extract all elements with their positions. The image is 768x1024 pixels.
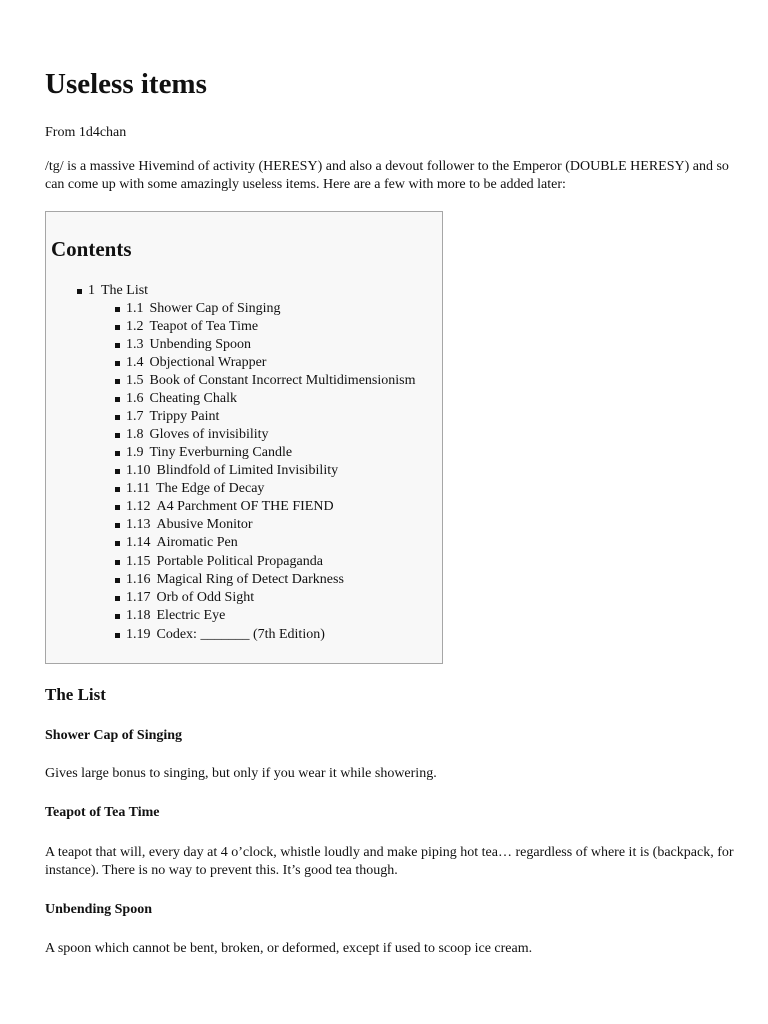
toc-item-1-1[interactable] — [126, 300, 281, 318]
toc-label: Teapot of Tea Time — [149, 319, 259, 334]
toc-label: The List — [101, 283, 149, 298]
toc-number: 1.1 — [126, 301, 144, 316]
toc-label: Airomatic Pen — [156, 535, 238, 550]
toc-number: 1.7 — [126, 409, 144, 424]
toc-item-1-14[interactable] — [126, 534, 238, 552]
toc-number: 1.5 — [126, 373, 144, 388]
toc-label: Electric Eye — [156, 608, 226, 623]
toc-label: Portable Political Propaganda — [156, 554, 323, 569]
entry-text-unbending-spoon: A spoon which cannot be bent, broken, or deformed, except if used to scoop ice cream. — [45, 941, 533, 956]
entry-heading-teapot: Teapot of Tea Time — [45, 805, 160, 820]
toc-item-1-2[interactable] — [126, 318, 258, 336]
toc-label: The Edge of Decay — [155, 481, 265, 496]
toc-label: Shower Cap of Singing — [149, 301, 281, 316]
toc-label: Gloves of invisibility — [149, 427, 269, 442]
toc-item-1-11[interactable] — [126, 480, 264, 498]
source-line: From 1d4chan — [45, 125, 127, 140]
toc-label: Magical Ring of Detect Darkness — [156, 572, 344, 587]
toc-label: A4 Parchment OF THE FIEND — [156, 499, 334, 514]
toc-number: 1.13 — [126, 517, 151, 532]
toc-number: 1.19 — [126, 627, 151, 642]
toc-title: Contents — [51, 237, 132, 261]
toc-label: Objectional Wrapper — [149, 355, 267, 370]
toc-number: 1.11 — [126, 481, 150, 496]
toc-item-1-17[interactable] — [126, 589, 254, 607]
toc-item-1-18[interactable] — [126, 607, 225, 625]
toc-item-1-4[interactable] — [126, 354, 266, 372]
toc-item-1-16[interactable] — [126, 571, 344, 589]
toc-label: Cheating Chalk — [149, 391, 237, 406]
toc-label: Abusive Monitor — [156, 517, 253, 532]
entry-heading-unbending-spoon: Unbending Spoon — [45, 902, 153, 917]
toc-label: Tiny Everburning Candle — [149, 445, 293, 460]
toc-label: Trippy Paint — [149, 409, 220, 424]
toc-item-1-12[interactable] — [126, 498, 334, 516]
toc-number: 1.4 — [126, 355, 144, 370]
toc-number: 1.8 — [126, 427, 144, 442]
toc-label: Blindfold of Limited Invisibility — [156, 463, 339, 478]
toc-item-1-9[interactable] — [126, 444, 292, 462]
toc-label: Unbending Spoon — [149, 337, 251, 352]
toc-number: 1.6 — [126, 391, 144, 406]
toc-number: 1.9 — [126, 445, 144, 460]
toc-number: 1.15 — [126, 554, 151, 569]
toc-number: 1.12 — [126, 499, 151, 514]
toc-item-1-5[interactable] — [126, 372, 415, 390]
toc-number: 1.10 — [126, 463, 151, 478]
toc-label: Orb of Odd Sight — [156, 590, 255, 605]
toc-number: 1.14 — [126, 535, 151, 550]
entry-text-teapot: A teapot that will, every day at 4 o’clock, whistle loudly and make piping hot tea… regardless of where it is (backpack, for instance). There is no way to prevent this. It’s good tea though. — [45, 845, 734, 878]
toc-item-1-15[interactable] — [126, 553, 323, 571]
entry-text-shower-cap: Gives large bonus to singing, but only if you wear it while showering. — [45, 766, 437, 781]
toc-label: Codex: _______ (7th Edition) — [156, 627, 325, 642]
toc-number: 1.3 — [126, 337, 144, 352]
toc-item-1-13[interactable] — [126, 516, 253, 534]
page-title: Useless items — [45, 68, 207, 100]
toc-number: 1 — [88, 283, 95, 298]
toc-item-1-3[interactable] — [126, 336, 251, 354]
entry-heading-shower-cap: Shower Cap of Singing — [45, 728, 183, 743]
toc-item-1-6[interactable] — [126, 390, 237, 408]
toc-number: 1.2 — [126, 319, 144, 334]
section-heading-the-list: The List — [45, 685, 106, 704]
intro-paragraph: /tg/ is a massive Hivemind of activity (HERESY) and also a devout follower to the Emperor (DOUBLE HERESY) and so can come up with some amazingly useless items. Here are a few with more to be added later: — [45, 159, 729, 192]
toc-item-1-19[interactable] — [126, 626, 325, 644]
toc-number: 1.18 — [126, 608, 151, 623]
toc-item-1-8[interactable] — [126, 426, 269, 444]
toc-item-1-7[interactable] — [126, 408, 219, 426]
toc-item-the-list[interactable] — [88, 282, 148, 300]
toc-number: 1.17 — [126, 590, 151, 605]
toc-item-1-10[interactable] — [126, 462, 338, 480]
toc-number: 1.16 — [126, 572, 151, 587]
toc-label: Book of Constant Incorrect Multidimensionism — [149, 373, 416, 388]
